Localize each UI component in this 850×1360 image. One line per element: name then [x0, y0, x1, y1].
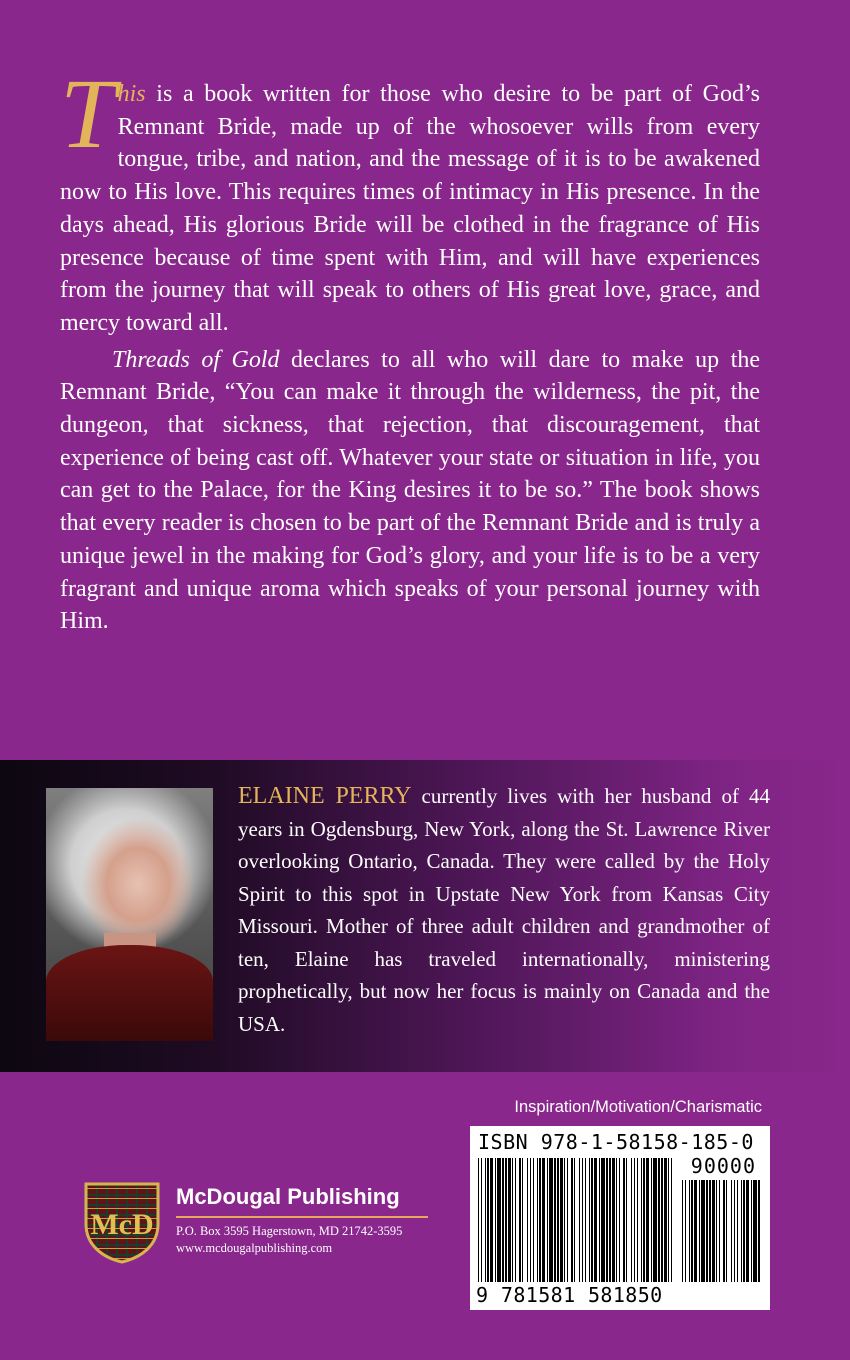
barcode-bar	[668, 1158, 669, 1282]
barcode-bar	[631, 1158, 632, 1282]
publisher-website: www.mcdougalpublishing.com	[176, 1241, 333, 1255]
barcode-bars	[478, 1158, 674, 1282]
barcode-bar	[564, 1158, 565, 1282]
barcode-bar	[699, 1180, 700, 1282]
blurb-paragraph-1	[60, 58, 760, 340]
publisher-logo-letters: McD	[90, 1208, 154, 1241]
barcode-bar	[671, 1158, 672, 1282]
barcode-bar	[589, 1158, 590, 1282]
barcode-bar	[508, 1158, 511, 1282]
barcode-bar	[619, 1158, 620, 1282]
blurb-lead-word: his	[117, 81, 146, 107]
barcode-bar	[571, 1158, 573, 1282]
barcode-bar	[579, 1158, 580, 1282]
barcode-bar	[515, 1158, 516, 1282]
barcode-bar	[533, 1158, 534, 1282]
barcode-bar	[664, 1158, 667, 1282]
barcode-bar	[574, 1158, 575, 1282]
barcode-bar	[626, 1158, 627, 1282]
barcode-bar	[726, 1180, 727, 1282]
barcode-bar	[658, 1158, 660, 1282]
isbn-label: ISBN 978-1-58158-185-0	[478, 1130, 754, 1154]
blurb-paragraph-2	[60, 344, 760, 638]
publisher-logo-icon	[82, 1180, 162, 1264]
barcode-bar	[634, 1158, 635, 1282]
barcode-bar	[601, 1158, 605, 1282]
barcode-bar	[685, 1180, 686, 1282]
barcode-bar	[487, 1158, 489, 1282]
barcode-bar	[609, 1158, 611, 1282]
barcode-bar	[497, 1158, 501, 1282]
barcode-bar	[554, 1158, 556, 1282]
author-photo-jacket	[46, 945, 213, 1041]
barcode-bar	[641, 1158, 642, 1282]
barcode-bar	[478, 1158, 479, 1282]
barcode-bar	[691, 1180, 693, 1282]
barcode-bar	[719, 1180, 720, 1282]
blurb-paragraph-1-text: is a book written for those who desire to be part of God’s Remnant Bride, made up of the whosoever wills from every tongue, tribe, and nation, and the message of it is to be awakened now to His love. This requires times of intimacy in His presence. In the days ahead, His glorious Bride will be clothed in the fragrance of His presence because of time spent with Him, and will have experiences from the journey that will speak to others of His great love, grace, and mercy toward all.	[60, 81, 760, 336]
barcode-bar	[560, 1158, 563, 1282]
barcode-bar	[709, 1180, 711, 1282]
barcode-digits: 9 781581 581850	[476, 1283, 663, 1307]
publisher-address: P.O. Box 3595 Hagerstown, MD 21742-3595	[176, 1224, 403, 1238]
barcode-bar	[549, 1158, 553, 1282]
book-title: Threads of Gold	[112, 346, 280, 373]
barcode-bar	[731, 1180, 732, 1282]
barcode-bar	[706, 1180, 708, 1282]
barcode-bar	[505, 1158, 507, 1282]
barcode-bar	[712, 1180, 715, 1282]
barcode-bar	[591, 1158, 593, 1282]
publisher-divider	[176, 1216, 428, 1218]
barcode-bar	[502, 1158, 504, 1282]
barcode-bar	[716, 1180, 717, 1282]
barcode-bar	[653, 1158, 657, 1282]
barcode-box	[470, 1126, 770, 1310]
barcode-bar	[643, 1158, 645, 1282]
author-photo	[46, 788, 213, 1041]
barcode-bar	[646, 1158, 649, 1282]
barcode-bar	[547, 1158, 548, 1282]
barcode-bar	[539, 1158, 541, 1282]
barcode-bar	[746, 1180, 749, 1282]
barcode-bar	[651, 1158, 652, 1282]
barcode-bar	[527, 1158, 528, 1282]
barcode-bar	[567, 1158, 568, 1282]
barcode-bar	[737, 1180, 738, 1282]
barcode-bar	[481, 1158, 482, 1282]
barcode-bar	[682, 1180, 683, 1282]
barcode-bar	[495, 1158, 496, 1282]
barcode-bar	[701, 1180, 705, 1282]
barcode-bar	[557, 1158, 559, 1282]
barcode-bar	[485, 1158, 486, 1282]
barcode-bar	[585, 1158, 586, 1282]
barcode-bar	[661, 1158, 663, 1282]
author-bio-text: currently lives with her husband of 44 years in Ogdensburg, New York, along the St. Lawrence River overlooking Ontario, Canada. They were called by the Holy Spirit to this spot in Upstate New York from Kansas City Missouri. Mother of three adult children and grandmother of ten, Elaine has traveled internationally, ministering prophetically, but now her focus is mainly on Canada and the USA.	[238, 784, 771, 1036]
drop-cap: T	[60, 58, 116, 169]
book-category: Inspiration/Motivation/Charismatic	[514, 1098, 762, 1116]
barcode-bar	[758, 1180, 760, 1282]
barcode-bar	[743, 1180, 745, 1282]
blurb-paragraph-2-text: declares to all who will dare to make up the Remnant Bride, “You can make it through the wilderness, the pit, the dungeon, that sickness, that rejection, that discouragement, that experience of being cast off. Whatever your state or situation in life, you can get to the Palace, for the King desires it to be so.” The book shows that every reader is chosen to be part of the Remnant Bride and is truly a unique jewel in the making for God’s glory, and your life is to be a very fragrant and unique aroma which speaks of your personal journey with Him.	[60, 346, 760, 635]
barcode-bar	[594, 1158, 597, 1282]
barcode-bar	[599, 1158, 600, 1282]
barcode-bar	[519, 1158, 521, 1282]
barcode-bar	[612, 1158, 615, 1282]
price-code: 90000	[690, 1154, 756, 1178]
publisher-name: McDougal Publishing	[176, 1184, 400, 1209]
barcode-bar	[741, 1180, 742, 1282]
barcode-bar	[512, 1158, 513, 1282]
barcode-bar	[490, 1158, 493, 1282]
barcode-bar	[537, 1158, 538, 1282]
barcode-bar	[542, 1158, 545, 1282]
barcode-bar	[751, 1180, 752, 1282]
author-name: ELAINE PERRY	[238, 783, 412, 809]
barcode-bar	[723, 1180, 725, 1282]
back-cover-blurb	[60, 58, 760, 638]
barcode-bar	[637, 1158, 638, 1282]
barcode-bar	[753, 1180, 757, 1282]
barcode-bar	[530, 1158, 531, 1282]
barcode-bar	[606, 1158, 608, 1282]
barcode-bar	[694, 1180, 697, 1282]
barcode-bar	[689, 1180, 690, 1282]
barcode-bar	[522, 1158, 523, 1282]
barcode-bar	[582, 1158, 583, 1282]
barcode-bar	[623, 1158, 625, 1282]
barcode-bar	[734, 1180, 735, 1282]
barcode-bar	[616, 1158, 617, 1282]
barcode-addon-bars	[682, 1180, 760, 1282]
author-bio	[238, 780, 770, 1040]
